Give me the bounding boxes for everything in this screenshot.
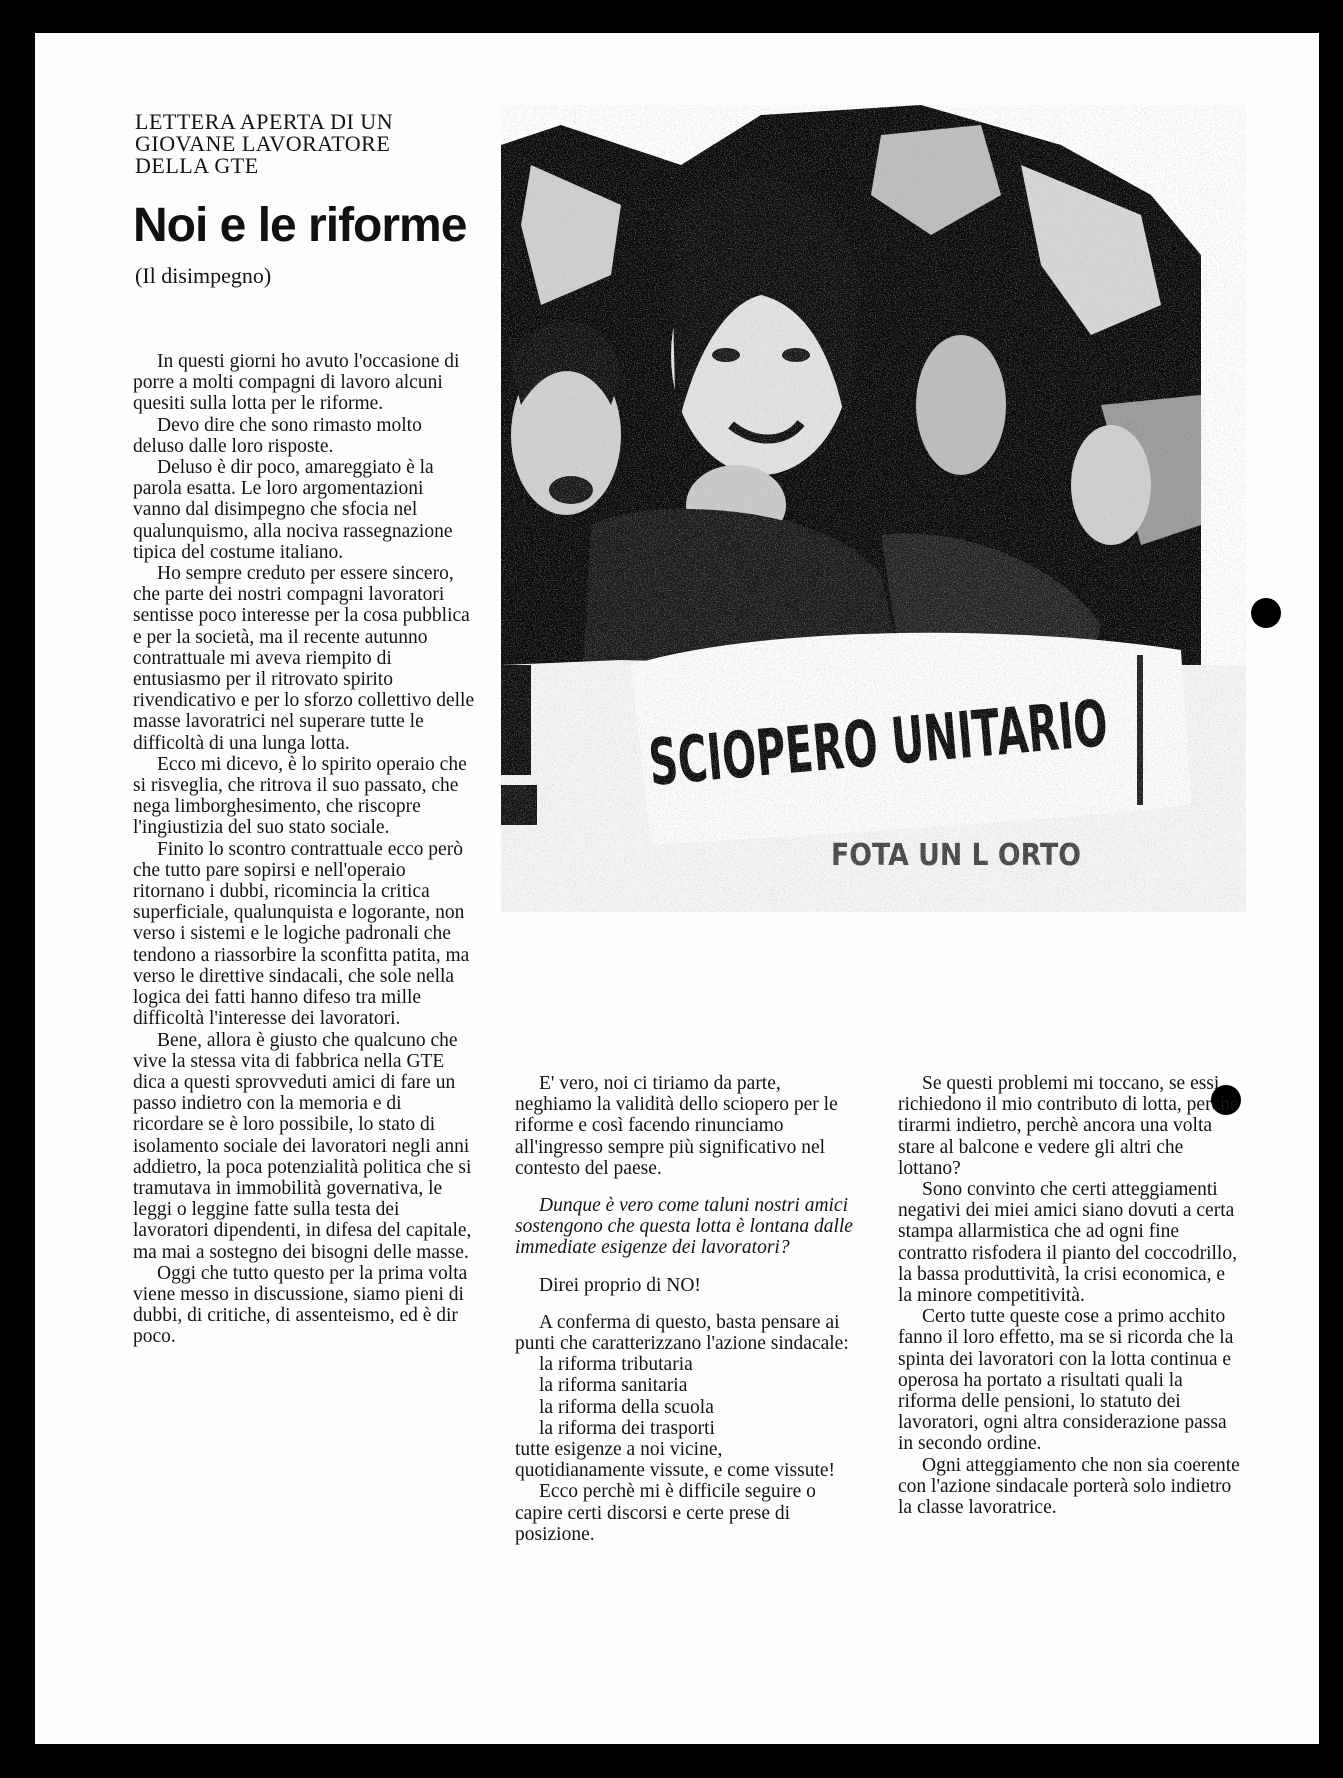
paragraph: Oggi che tutto questo per la prima volta viene messo in discussione, siamo pieni di dubbi, di critiche, di assenteismo, ed è dir poco. [133, 1262, 468, 1348]
article-subtitle: (Il disimpegno) [135, 263, 272, 288]
paragraph: Certo tutte queste cose a primo acchito fanno il loro effetto, ma se si ricorda che la spinta dei lavoratori con la lotta continua e operosa ha portato a risultati quali la riforma delle pensioni, lo statuto dei lavoratori, ogni altra considerazione passa in secondo ordine. [898, 1306, 1234, 1455]
paragraph: Ecco mi dicevo, è lo spirito operaio che si risveglia, che ritrova il suo passato, che nega limborghesimento, che riscopre l'ingiustizia del suo stato sociale. [133, 753, 467, 839]
paragraph: Ho sempre creduto per essere sincero, che parte dei nostri compagni lavoratori sentisse poco interesse per la cosa pubblica e per la società, ma il recente autunno contrattuale mi aveva riempito di entusiasmo per il ritrovato spirito rivendicativo e per lo sforzo collettivo delle masse lavoratrici nel superare tutte le difficoltà di una lunga lotta. [133, 563, 475, 754]
article-column-1 [133, 351, 475, 1348]
article-kicker [135, 111, 465, 177]
kicker-line: DELLA GTE [135, 153, 259, 178]
paragraph: A conferma di questo, basta pensare ai punti che caratterizzano l'azione sindacale: [515, 1311, 849, 1355]
binder-hole [1251, 598, 1281, 628]
reform-list-item: la riforma sanitaria [539, 1375, 688, 1397]
paragraph: Ogni atteggiamento che non sia coerente con l'azione sindacale porterà solo indietro la classe lavoratrice. [898, 1454, 1240, 1519]
article-column-3 [898, 1073, 1240, 1518]
paragraph: Devo dire che sono rimasto molto deluso dalle loro risposte. [133, 414, 422, 457]
reform-list-item: la riforma tributaria [539, 1354, 693, 1376]
kicker-line: GIOVANE LAVORATORE [135, 131, 391, 156]
protest-photo [501, 105, 1246, 912]
italic-question: Dunque è vero come taluni nostri amici sostengono che questa lotta è lontana dalle immediate esigenze dei lavoratori? [515, 1195, 853, 1259]
paragraph: E' vero, noi ci tiriamo da parte, neghiamo la validità dello sciopero per le riforme e così facendo rinunciamo all'ingresso sempre più significativo nel contesto del paese. [515, 1073, 838, 1179]
paragraph: In questi giorni ho avuto l'occasione di porre a molti compagni di lavoro alcuni quesiti sulla lotta per le riforme. [133, 351, 460, 415]
paragraph: Deluso è dir poco, amareggiato è la parola esatta. Le loro argomentazioni vanno dal disimpegno che sfocia nel qualunquismo, alla nociva rassegnazione tipica del costume italiano. [133, 457, 453, 563]
paragraph: Se questi problemi mi toccano, se essi richiedono il mio contributo di lotta, perchè tirarmi indietro, perchè ancora una volta stare al balcone e vedere gli altri che lottano? [898, 1073, 1239, 1179]
kicker-line: LETTERA APERTA DI UN [135, 109, 394, 134]
answer-line: Direi proprio di NO! [539, 1274, 701, 1296]
article-column-2 [515, 1073, 857, 1545]
reform-list-item: la riforma dei trasporti [539, 1417, 715, 1439]
paragraph: Bene, allora è giusto che qualcuno che vive la stessa vita di fabbrica nella GTE dica a questi sprovveduti amici di fare un passo indietro con la memoria e di ricordare se è loro possibile, lo stato di isolamento sociale dei lavoratori negli anni addietro, la poca potenzialità politica che si tramutava in immobilità governativa, le leggi o leggine fatte sulla testa dei lavoratori dipendenti, in difesa del capitale, ma mai a sostegno dei bisogni delle masse. [133, 1029, 472, 1263]
paragraph: Finito lo scontro contrattuale ecco però che tutto pare sopirsi e nell'operaio ritornano i dubbi, ricomincia la critica superficiale, qualunquista e logorante, non verso i sistemi e le logiche padronali che tendono a riassorbire la sconfitta patita, ma verso le direttive sindacali, che sole nella logica dei fatti hanno difeso tra mille difficoltà l'interesse dei lavoratori. [133, 838, 470, 1030]
paragraph: Sono convinto che certi atteggiamenti negativi dei miei amici siano dovuti a certa stampa allarmistica che ad ogni fine contratto risfodera il pianto del coccodrillo, la bassa produttività, la crisi economica, e la minore competitività. [898, 1179, 1237, 1307]
article-headline: Noi e le riforme [133, 199, 467, 252]
paragraph: Ecco perchè mi è difficile seguire o capire certi discorsi e certe prese di posizione. [515, 1481, 816, 1545]
document-page [35, 33, 1319, 1744]
reform-list-item: la riforma della scuola [539, 1396, 714, 1418]
paragraph: tutte esigenze a noi vicine, quotidianamente vissute, e come vissute! [515, 1439, 836, 1482]
